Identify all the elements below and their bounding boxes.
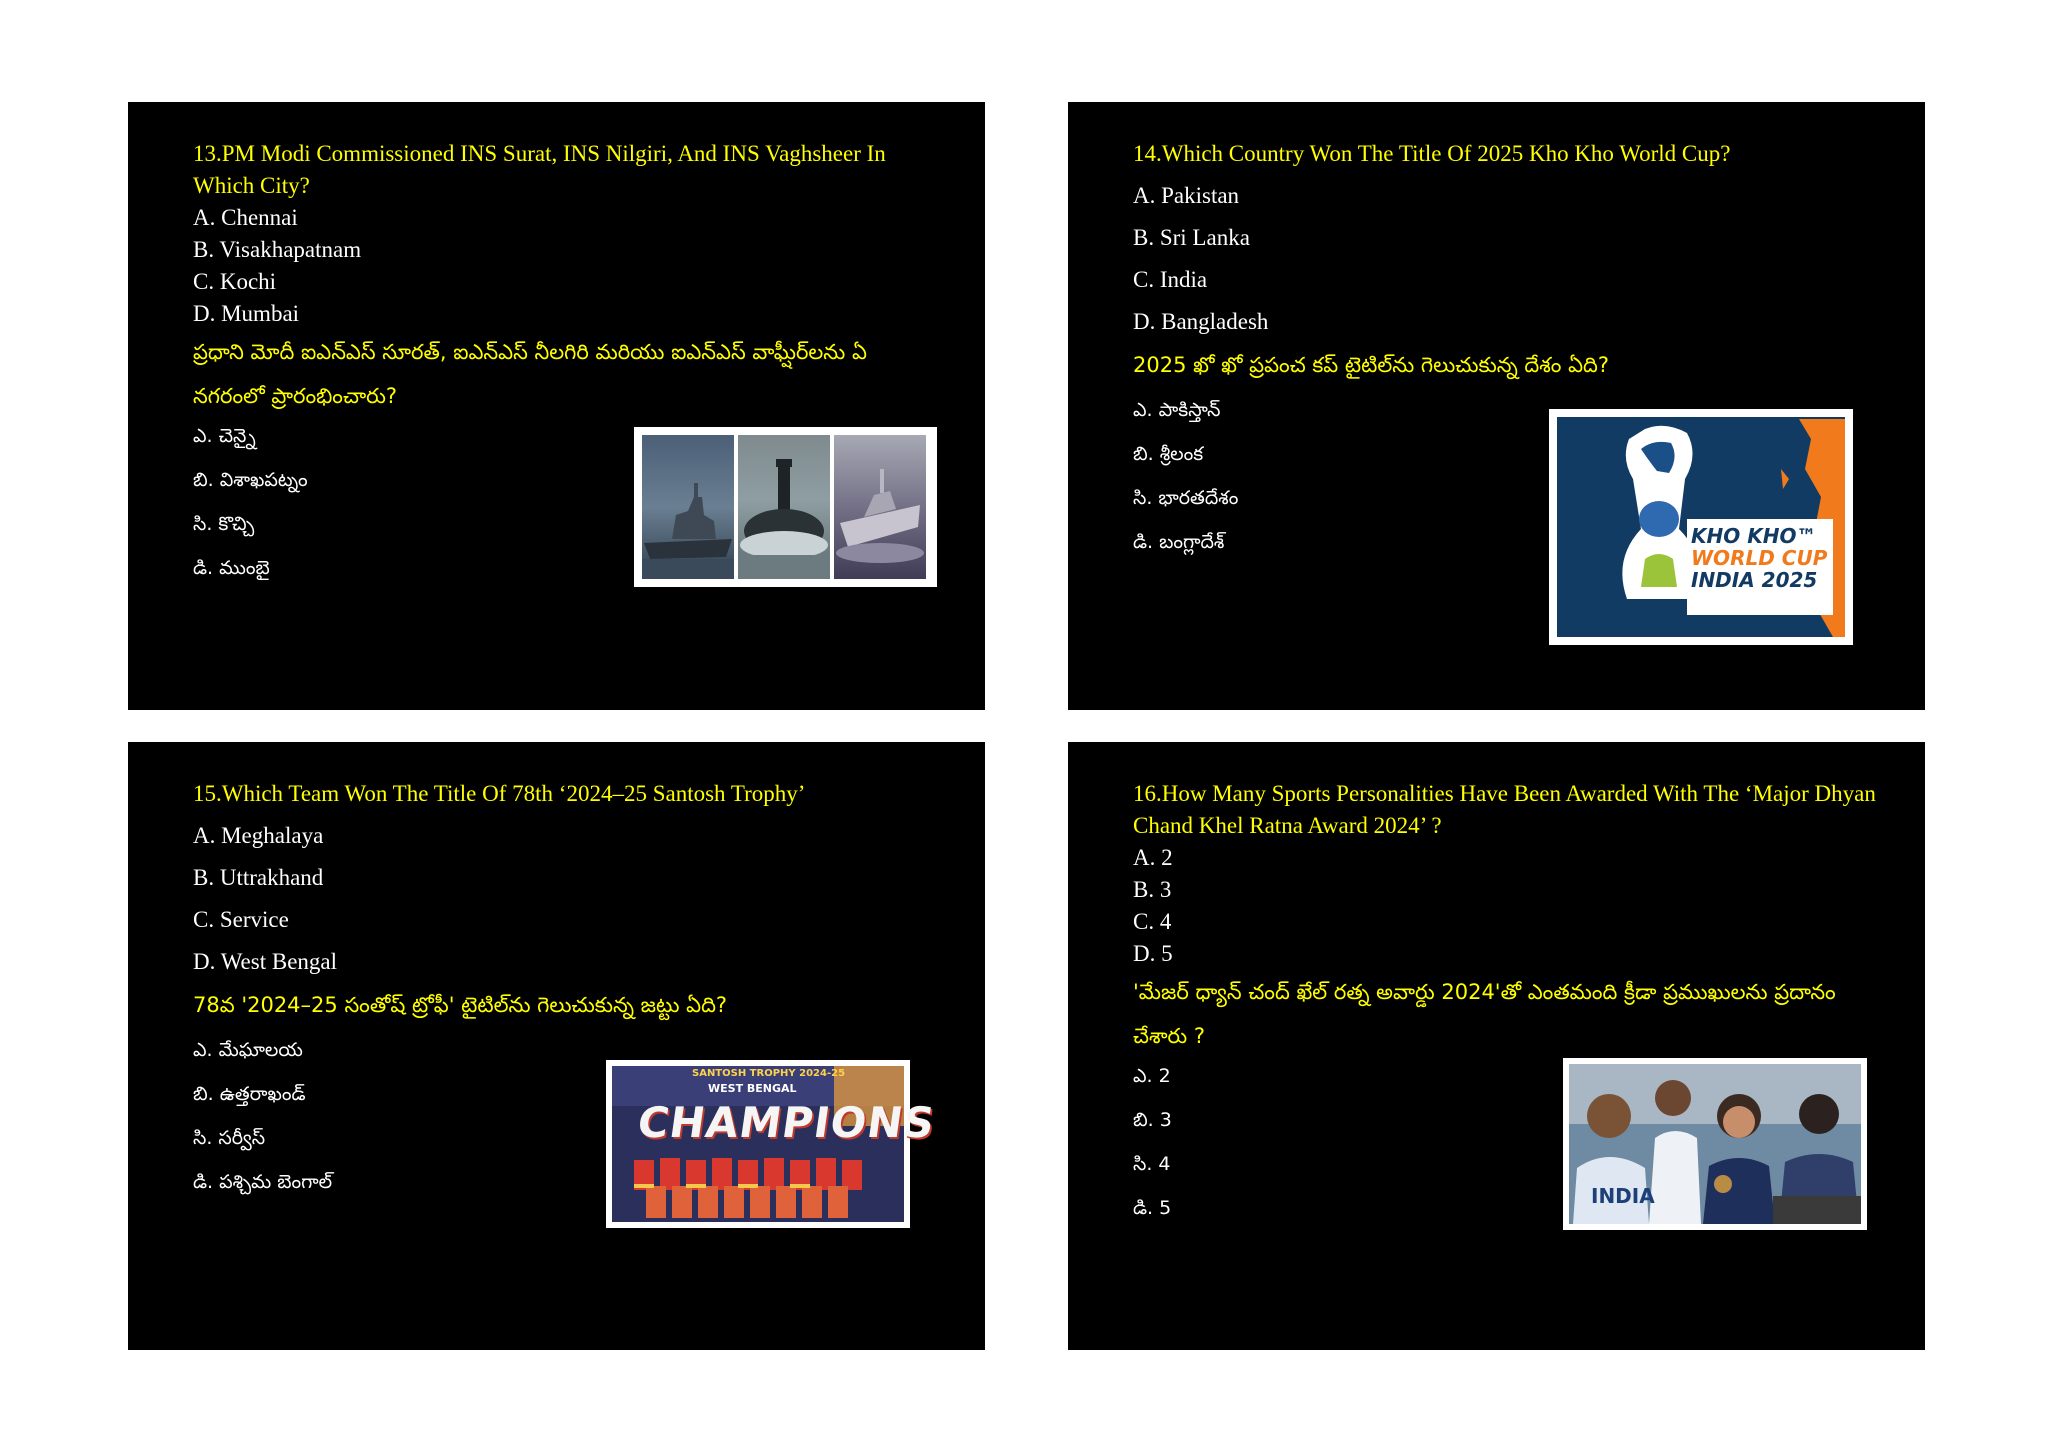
question-telugu: 78వ '2024–25 సంతోష్ ట్రోఫీ' టైటిల్‌ను గెలుచుకున్న జట్టు ఏది? xyxy=(193,993,728,1017)
option-telugu-d: డి. ముంబై xyxy=(193,557,270,579)
option-english-c: C. India xyxy=(1133,267,1208,292)
santosh-trophy-champions-photo xyxy=(606,1060,939,1228)
option-english-b: B. Uttrakhand xyxy=(193,865,324,890)
option-telugu-a: ఎ. చెన్నై xyxy=(193,425,256,447)
jersey-text-india: INDIA xyxy=(1591,1184,1655,1208)
option-english-b: B. 3 xyxy=(1133,877,1172,902)
ins-surat-photo xyxy=(642,435,734,579)
ins-vaghsheer-photo xyxy=(738,435,830,579)
option-telugu-c: సి. కొచ్చి xyxy=(193,513,255,535)
logo-line-india-2025: INDIA 2025 xyxy=(1691,568,1818,592)
option-telugu-d: డి. బంగ్లాదేశ్ xyxy=(1133,531,1225,553)
question-english: 16.How Many Sports Personalities Have Been Awarded With The ‘Major Dhyan Chand Khel Ratna Award 2024’ ? xyxy=(1133,781,1876,838)
option-english-c: C. Service xyxy=(193,907,289,932)
option-english-c: C. 4 xyxy=(1133,909,1172,934)
image-caption-santosh-trophy: SANTOSH TROPHY 2024-25 xyxy=(692,1068,846,1079)
option-english-a: A. Pakistan xyxy=(1133,183,1240,208)
slide-question-13 xyxy=(128,102,985,710)
image-caption-champions: CHAMPIONS xyxy=(634,1098,939,1147)
option-english-d: D. Bangladesh xyxy=(1133,309,1269,334)
option-telugu-c: సి. సర్వీస్ xyxy=(193,1127,266,1149)
question-english: 15.Which Team Won The Title Of 78th ‘2024–25 Santosh Trophy’ xyxy=(193,781,806,806)
option-english-d: D. West Bengal xyxy=(193,949,338,974)
logo-line-kho-kho: KHO KHO™ xyxy=(1691,524,1817,548)
question-telugu: 'మేజర్ ధ్యాన్ చంద్ ఖేల్ రత్న అవార్డు 2024'తో ఎంతమంది క్రీడా ప్రముఖులను ప్రదానం చేశారు ? xyxy=(1133,980,1836,1048)
option-telugu-d: డి. పశ్చిమ బెంగాల్ xyxy=(193,1171,333,1193)
ins-nilgiri-photo xyxy=(834,435,926,579)
option-telugu-d: డి. 5 xyxy=(1133,1197,1172,1219)
logo-text xyxy=(1691,525,1831,591)
option-telugu-b: బి. 3 xyxy=(1133,1109,1172,1131)
kho-kho-world-cup-logo xyxy=(1549,409,1853,645)
option-telugu-b: బి. విశాఖపట్నం xyxy=(193,469,308,491)
option-telugu-b: బి. శ్రీలంక xyxy=(1133,443,1204,465)
logo-line-world-cup: WORLD CUP xyxy=(1691,546,1828,570)
option-english-d: D. 5 xyxy=(1133,941,1173,966)
image-caption-west-bengal: WEST BENGAL xyxy=(708,1082,797,1095)
question-telugu: ప్రధాని మోదీ ఐఎన్ఎస్ సూరత్, ఐఎన్ఎస్ నీలగిరి మరియు ఐఎన్ఎస్ వాఘ్షీర్‌లను ఏ నగరంలో ప్రారంభించారు? xyxy=(193,340,867,408)
option-telugu-a: ఎ. 2 xyxy=(1133,1065,1171,1087)
khel-ratna-awardees-photo xyxy=(1563,1058,1867,1230)
option-telugu-b: బి. ఉత్తరాఖండ్ xyxy=(193,1083,306,1105)
option-english-b: B. Sri Lanka xyxy=(1133,225,1250,250)
option-telugu-c: సి. భారతదేశం xyxy=(1133,487,1239,509)
slide-question-16 xyxy=(1068,742,1925,1350)
option-english-b: B. Visakhapatnam xyxy=(193,237,362,262)
option-english-a: A. Chennai xyxy=(193,205,298,230)
question-english: 14.Which Country Won The Title Of 2025 Kho Kho World Cup? xyxy=(1133,141,1731,166)
warships-photo xyxy=(634,427,937,587)
question-english: 13.PM Modi Commissioned INS Surat, INS Nilgiri, And INS Vaghsheer In Which City? xyxy=(193,141,886,198)
option-english-a: A. 2 xyxy=(1133,845,1173,870)
option-telugu-a: ఎ. పాకిస్తాన్ xyxy=(1133,399,1221,421)
slide-question-14 xyxy=(1068,102,1925,710)
option-english-d: D. Mumbai xyxy=(193,301,300,326)
option-english-a: A. Meghalaya xyxy=(193,823,324,848)
slide-question-15 xyxy=(128,742,985,1350)
option-telugu-a: ఎ. మేఘాలయ xyxy=(193,1039,303,1061)
question-telugu: 2025 ఖో ఖో ప్రపంచ కప్ టైటిల్‌ను గెలుచుకున్న దేశం ఏది? xyxy=(1133,353,1609,377)
option-english-c: C. Kochi xyxy=(193,269,277,294)
option-telugu-c: సి. 4 xyxy=(1133,1153,1171,1175)
